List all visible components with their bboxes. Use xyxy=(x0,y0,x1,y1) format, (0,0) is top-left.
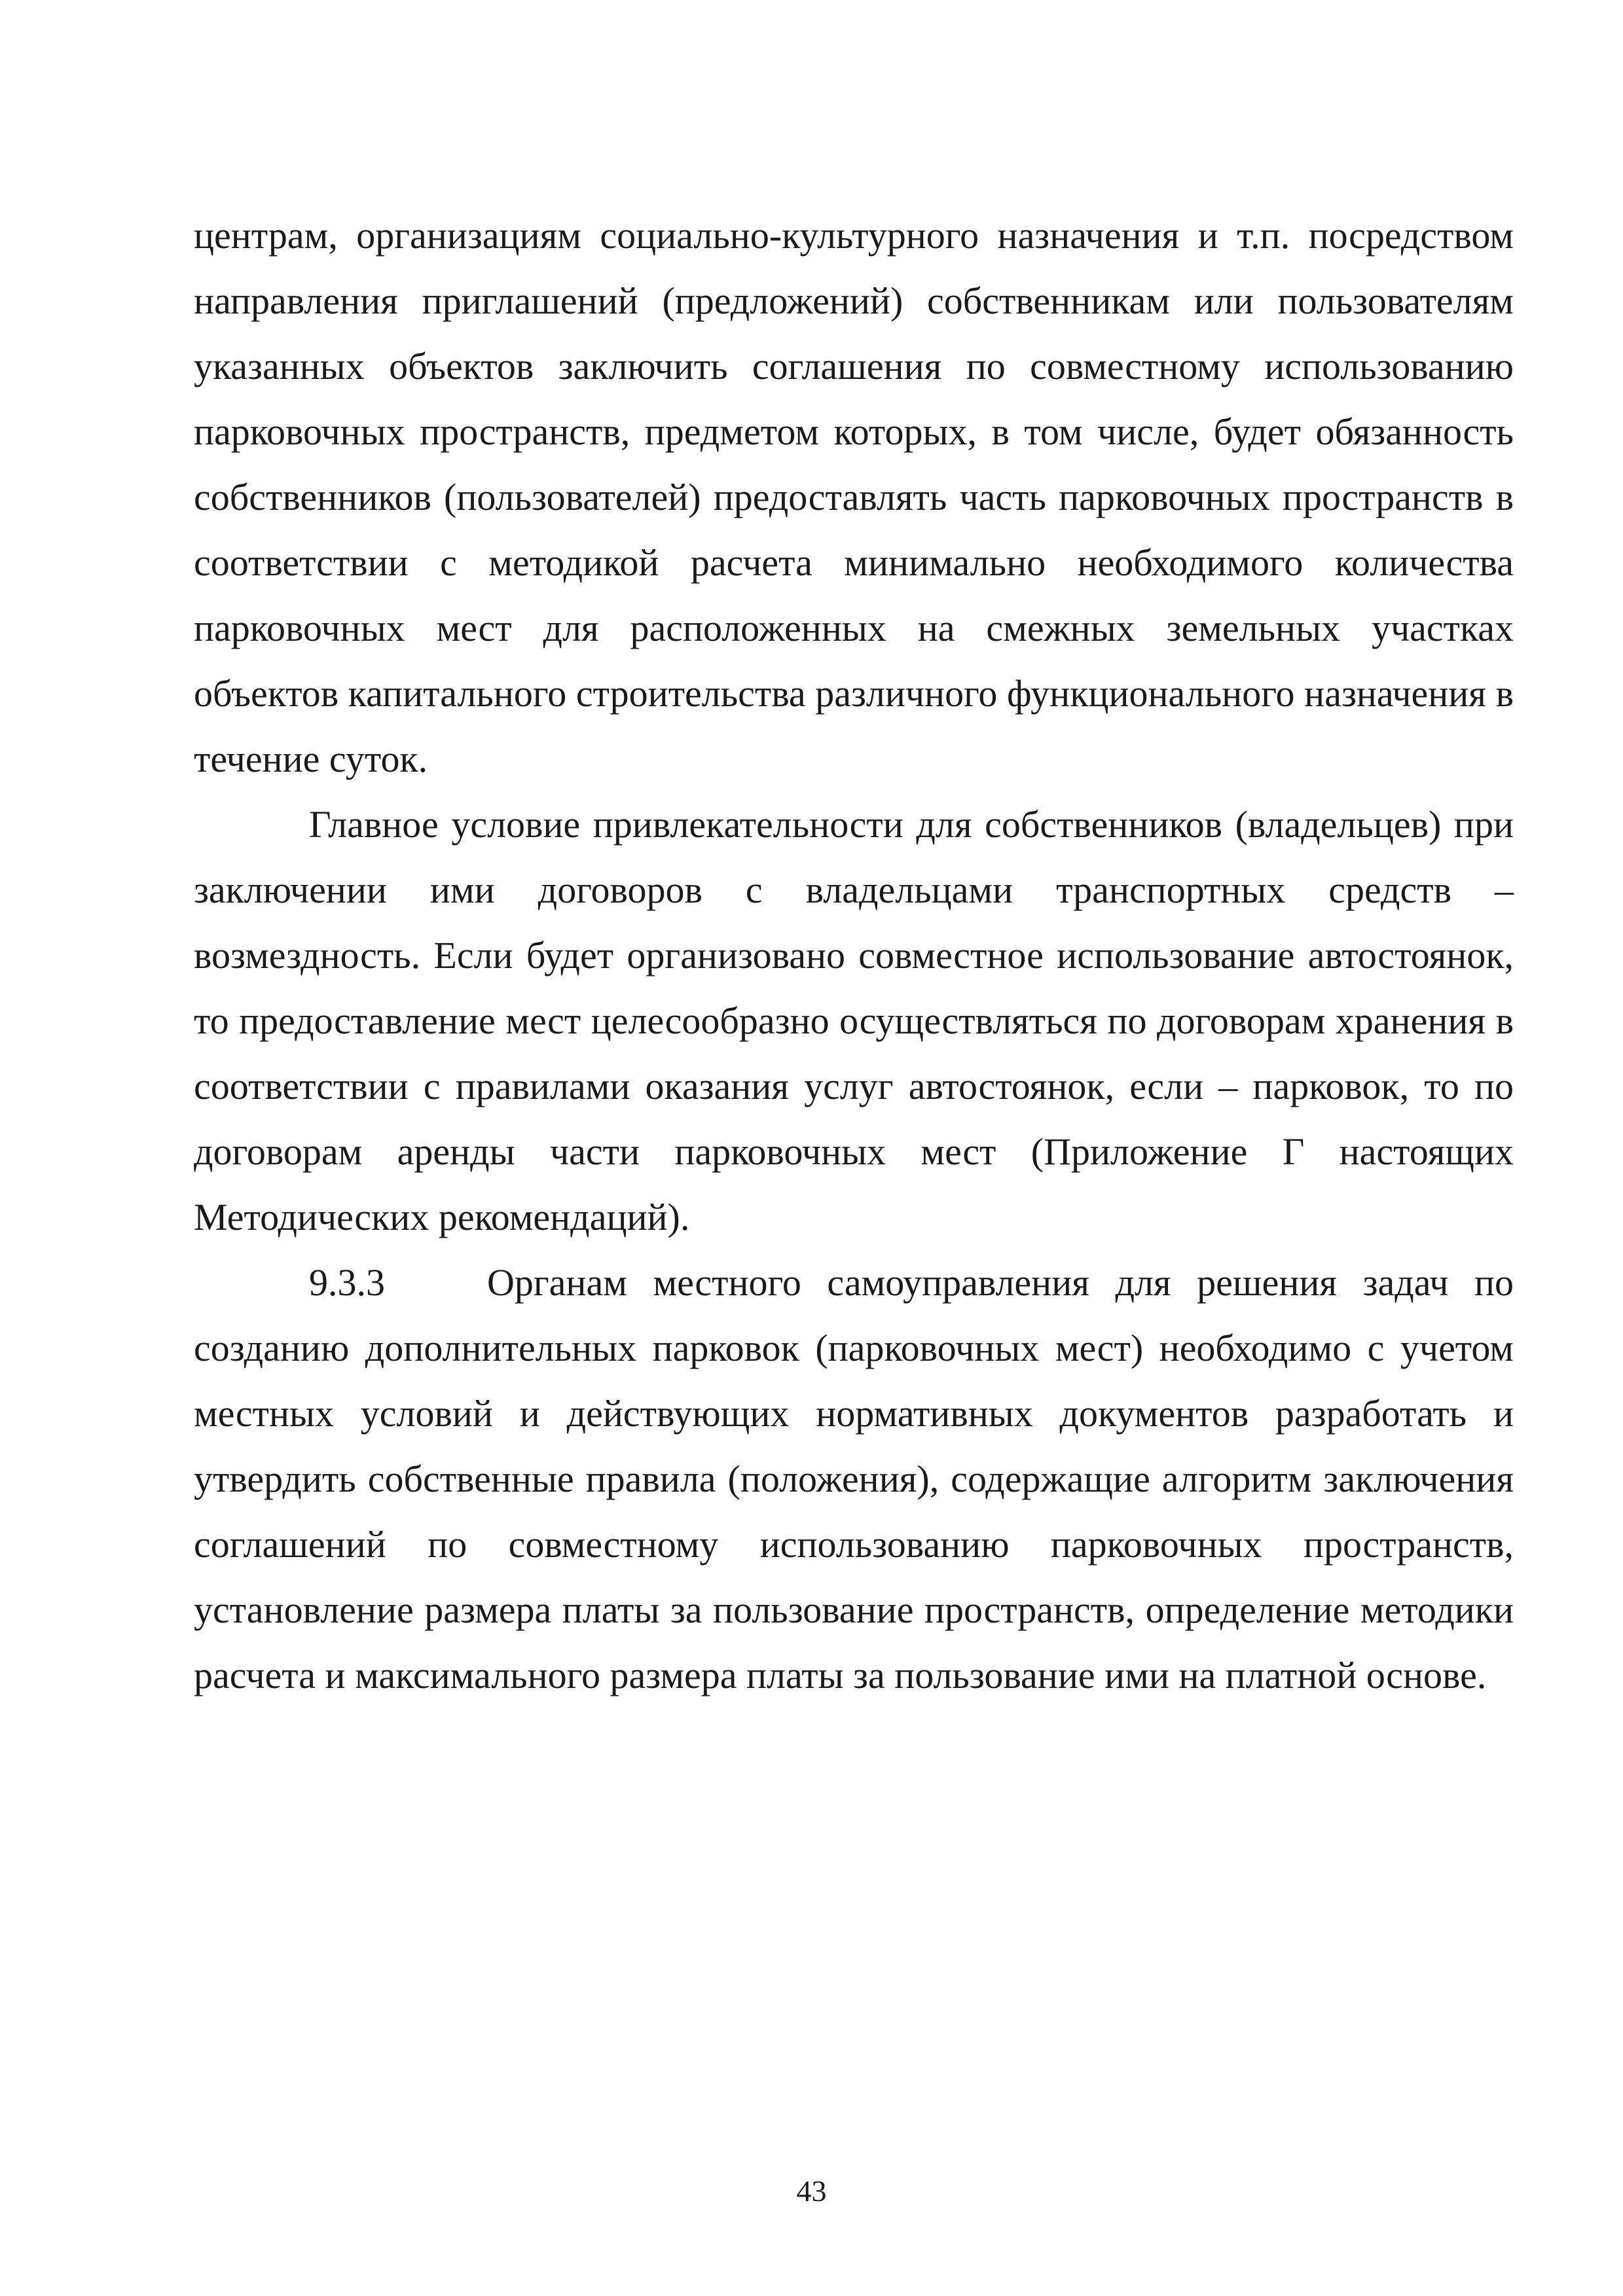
section-number: 9.3.3 xyxy=(309,1261,385,1304)
section-text: Органам местного самоуправления для решения задач по созданию дополнительных парковок (парковочных мест) необходимо с учетом местных условий и действующих нормативных документов разработать и утвердить собственные правила (положения), содержащие алгоритм заключения соглашений по совместному использованию парковочных пространств, установление размера платы за пользование пространств, определение методики расчета и максимального размера платы за пользование ими на платной основе. xyxy=(194,1261,1514,1696)
paragraph-continuation: центрам, организациям социально-культурного назначения и т.п. посредством направления приглашений (предложений) собственникам или пользователям указанных объектов заключить соглашения по совместному использованию парковочных пространств, предметом которых, в том числе, будет обязанность собственников (пользователей) предоставлять часть парковочных пространств в соответствии с методикой расчета минимально необходимого количества парковочных мест для расположенных на смежных земельных участках объектов капитального строительства различного функционального назначения в течение суток. xyxy=(194,214,1514,780)
page-number: 43 xyxy=(796,2174,827,2208)
body-text xyxy=(194,203,1514,1708)
paragraph-section-9-3-3 xyxy=(194,1250,1514,1708)
paragraph-main-condition: Главное условие привлекательности для собственников (владельцев) при заключении ими договоров с владельцами транспортных средств – возмездность. Если будет организовано совместное использование автостоянок, то предоставление мест целесообразно осуществляться по договорам хранения в соответствии с правилами оказания услуг автостоянок, если – парковок, то по договорам аренды части парковочных мест (Приложение Г настоящих Методических рекомендаций). xyxy=(194,803,1514,1238)
